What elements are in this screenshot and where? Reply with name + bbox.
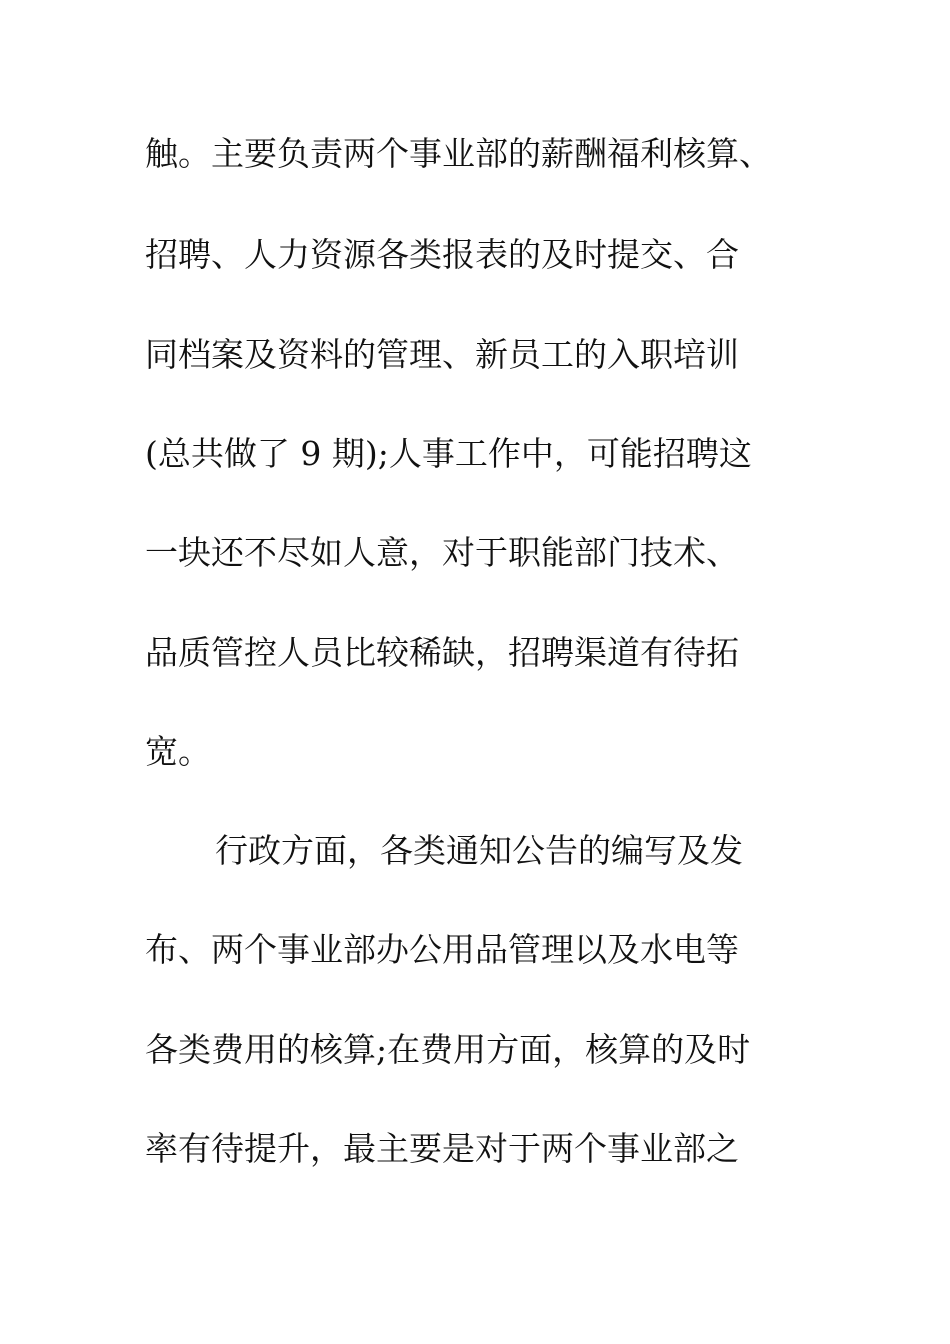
text-line: 行政方面，各类通知公告的编写及发 [215,831,743,870]
text-line: 招聘、人力资源各类报表的及时提交、合 [145,235,739,274]
text-line: 各类费用的核算;在费用方面，核算的及时 [145,1030,751,1069]
text-line: (总共做了 9 期);人事工作中，可能招聘这 [145,434,752,473]
text-line: 同档案及资料的管理、新员工的入职培训 [145,335,739,374]
text-line: 品质管控人员比较稀缺，招聘渠道有待拓 [145,633,739,672]
text-line: 宽。 [145,732,211,771]
text-line: 触。主要负责两个事业部的薪酬福利核算、 [145,134,772,173]
text-line: 率有待提升，最主要是对于两个事业部之 [145,1129,739,1168]
text-line: 布、两个事业部办公用品管理以及水电等 [145,930,739,969]
text-line: 一块还不尽如人意，对于职能部门技术、 [145,533,739,572]
